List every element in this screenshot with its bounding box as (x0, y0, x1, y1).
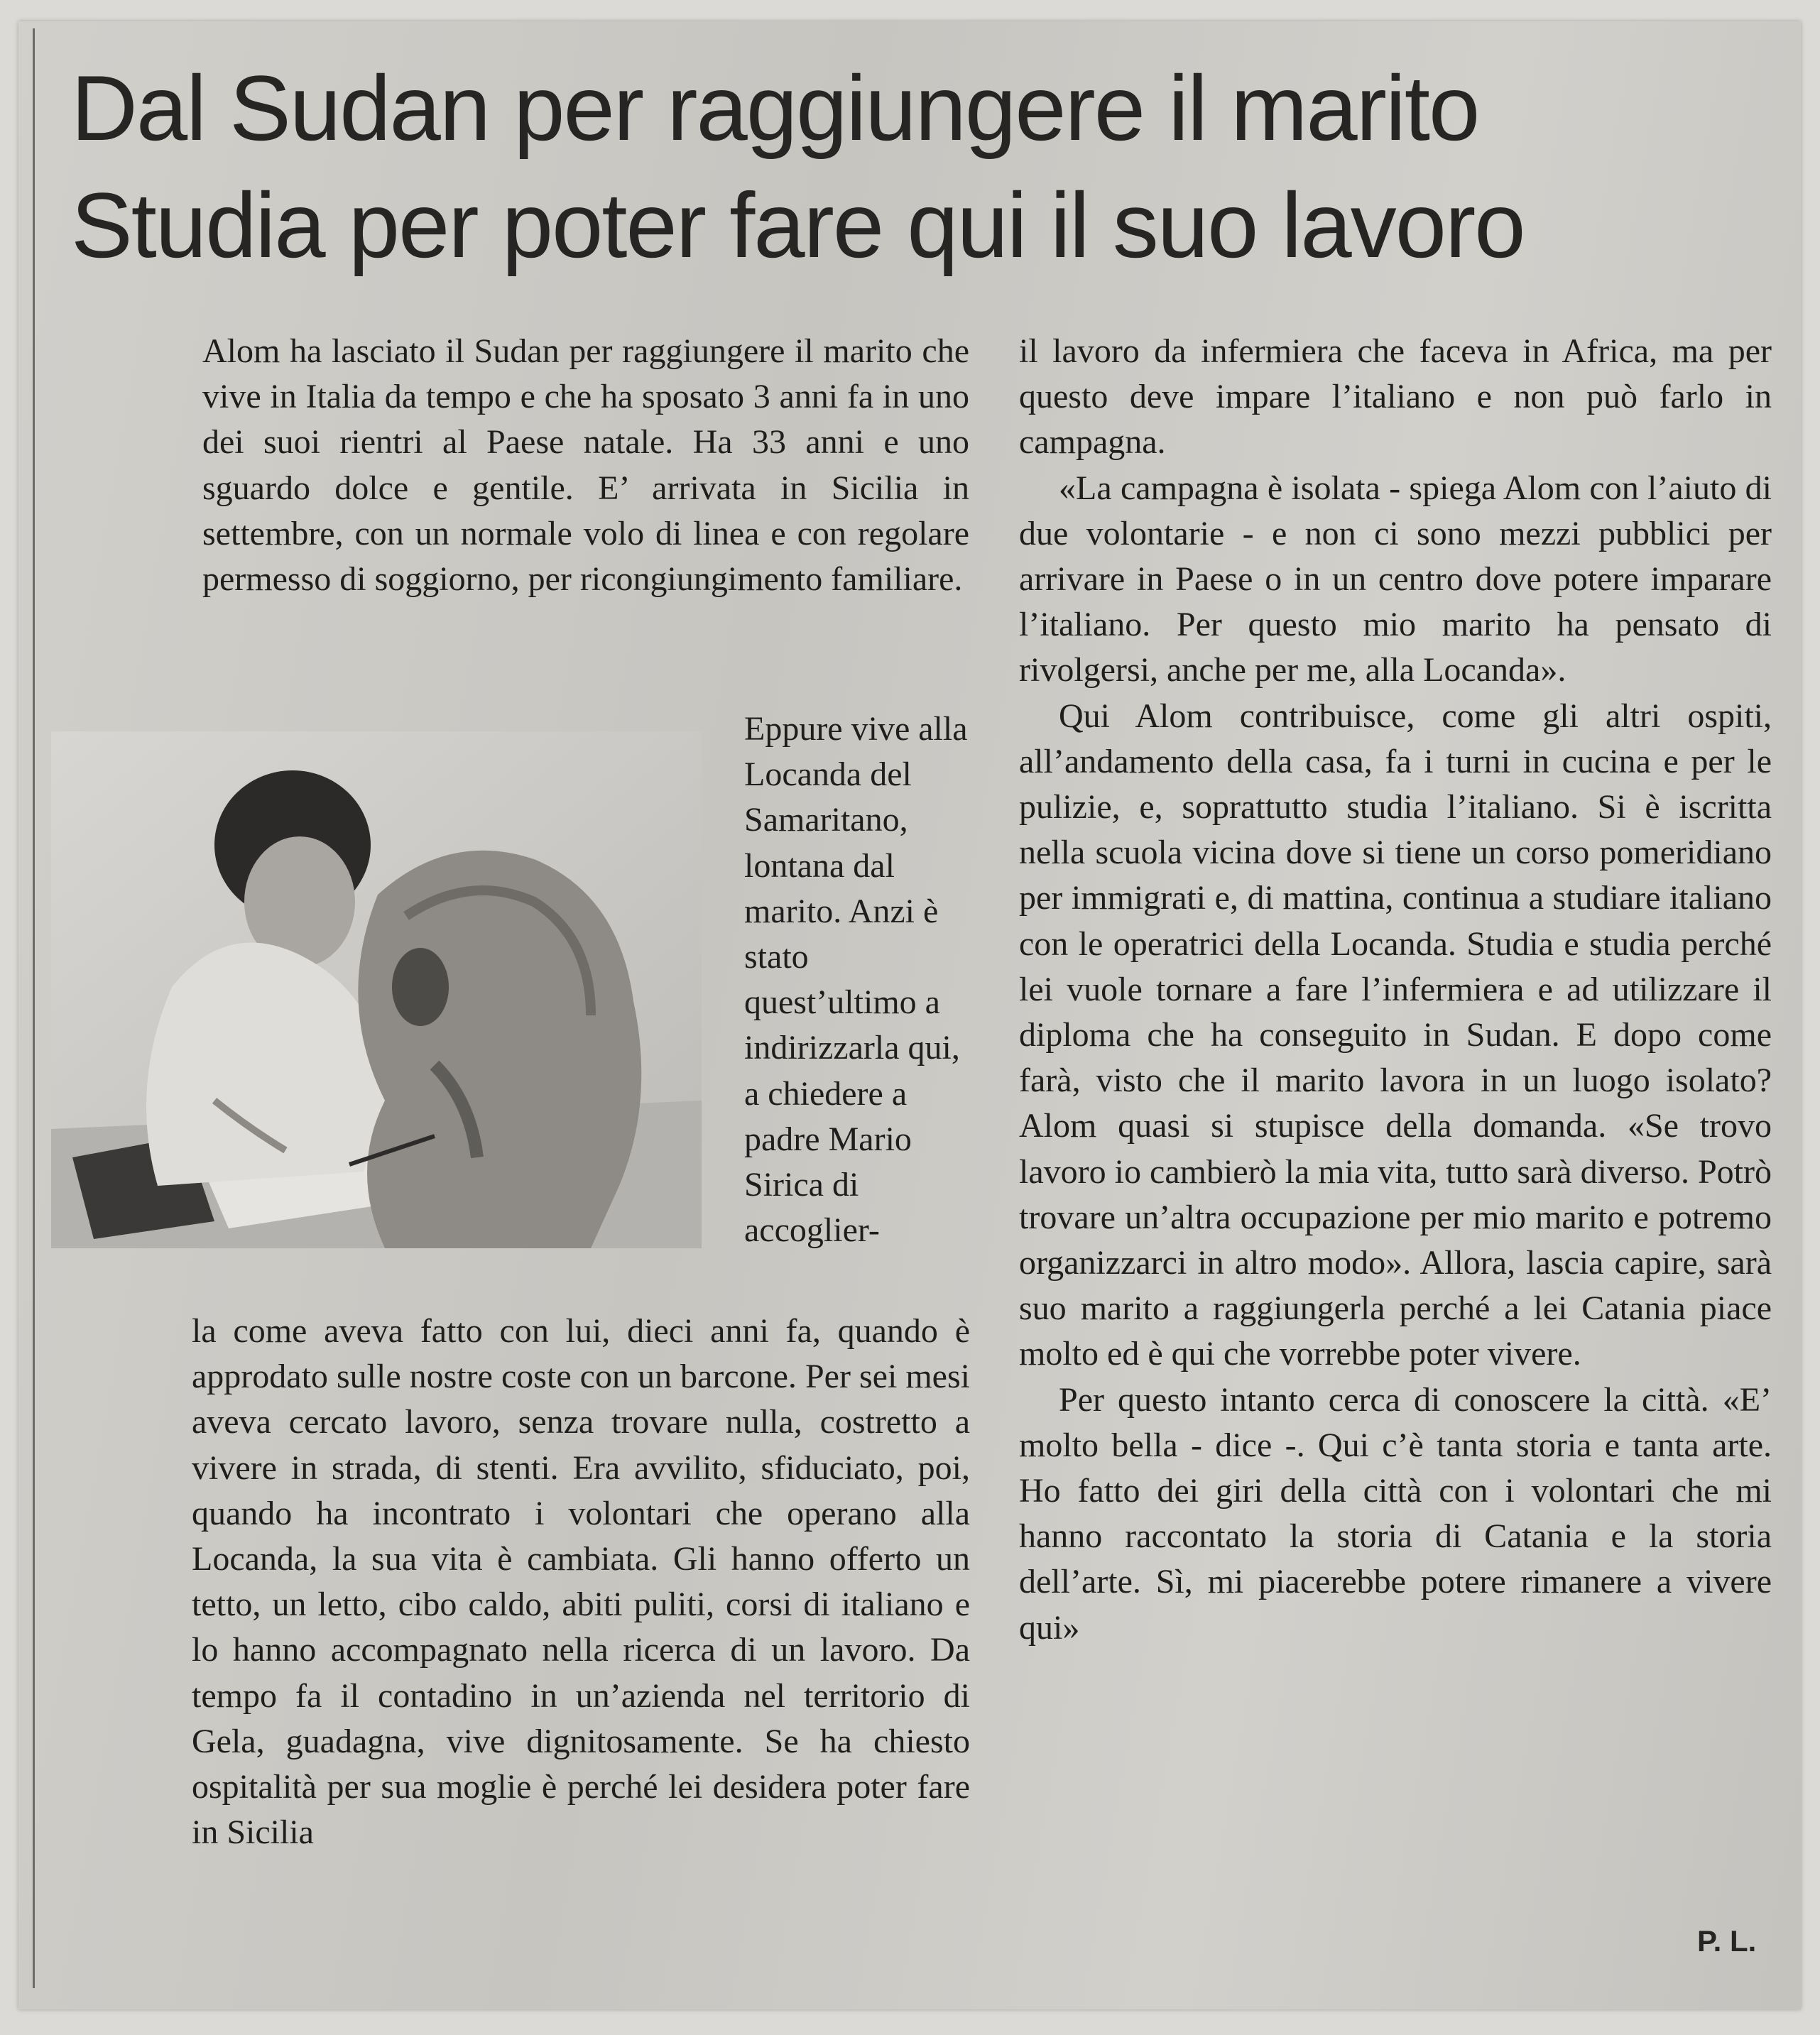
headline-line-1: Dal Sudan per raggiungere il marito (71, 56, 1479, 160)
article-photo (51, 731, 702, 1248)
article-left-column-wrap (744, 706, 970, 1253)
photo-volunteer-and-woman-studying (51, 731, 702, 1248)
article-paragraph: la come aveva fatto con lui, dieci anni fa, quando è approdato sulle nostre coste con un barcone. Per sei mesi aveva cercato lavoro, senza trovare nulla, costretto a vivere in strada, di stenti. Era avvilito, sfiduciato, poi, quando ha incontrato i volontari che operano alla Locanda, la sua vita è cambiata. Gli hanno offerto un tetto, un letto, cibo caldo, abiti puliti, corsi di italiano e lo hanno accompagnato nella ricerca di un lavoro. Da tempo fa il contadino in un’azienda nel territorio di Gela, guadagna, vive dignitosamente. Se ha chiesto ospitalità per sua moglie è perché lei desidera poter fare in Sicilia (192, 1312, 970, 1852)
article-paragraph: «La campagna è isolata - spiega Alom con l’aiuto di due volontarie - e non ci sono mezzi pubblici per arrivare in Paese o in un centro dove potere imparare l’italiano. Per questo mio marito ha pensato di rivolgersi, anche per me, alla Locanda». (1019, 469, 1772, 689)
article-paragraph: Eppure vive alla Locanda del Samaritano, lontana dal marito. Anzi è stato quest’ultimo a indirizzarla qui, a chiedere a padre Mario Sirica di accoglier- (744, 710, 968, 1250)
article-paragraph: Per questo intanto cerca di conoscere la città. «E’ molto bella - dice -. Qui c’è tanta storia e tanta arte. Ho fatto dei giri della città con i volontari che mi hanno raccontato la storia di Catania e la storia dell’arte. Sì, mi piacerebbe potere rimanere a vivere qui» (1019, 1380, 1772, 1647)
article-paragraph: il lavoro da infermiera che faceva in Africa, ma per questo deve impare l’italiano e non può farlo in campagna. (1019, 332, 1772, 462)
article-left-column-top (202, 329, 969, 602)
author-signature: P. L. (1697, 1924, 1757, 1958)
headline-line-2: Studia per poter fare qui il suo lavoro (71, 173, 1525, 277)
article-left-column-bottom (192, 1309, 970, 1855)
article-paragraph: Qui Alom contribuisce, come gli altri ospiti, all’andamento della casa, fa i turni in cucina e per le pulizie, e, soprattutto studia l’italiano. Si è iscritta nella scuola vicina dove si tiene un corso pomeridiano per immigrati e, di mattina, continua a studiare italiano con le operatrici della Locanda. Studia e studia perché lei vuole tornare a fare l’infermiera e ad utilizzare il diploma che ha conseguito in Sudan. E dopo come farà, visto che il marito lavora in un luogo isolato? Alom quasi si stupisce della domanda. «Se trovo lavoro io cambierò la mia vita, tutto sarà diverso. Potrò trovare un’altra occupazione per mio marito e potremo organizzarci in altro modo». Allora, lascia capire, sarà suo marito a raggiungerla perché a lei Catania piace molto ed è qui che vorrebbe poter vivere. (1019, 697, 1772, 1373)
column-rule (33, 28, 35, 1988)
article-paragraph: Alom ha lasciato il Sudan per raggiungere il marito che vive in Italia da tempo e che ha sposato 3 anni fa in uno dei suoi rientri al Paese natale. Ha 33 anni e uno sguardo dolce e gentile. E’ arrivata in Sicilia in settembre, con un normale volo di linea e con regolare permesso di soggiorno, per ricongiungimento familiare. (202, 332, 969, 599)
article-right-column (1019, 329, 1772, 1651)
headline (71, 50, 1761, 284)
